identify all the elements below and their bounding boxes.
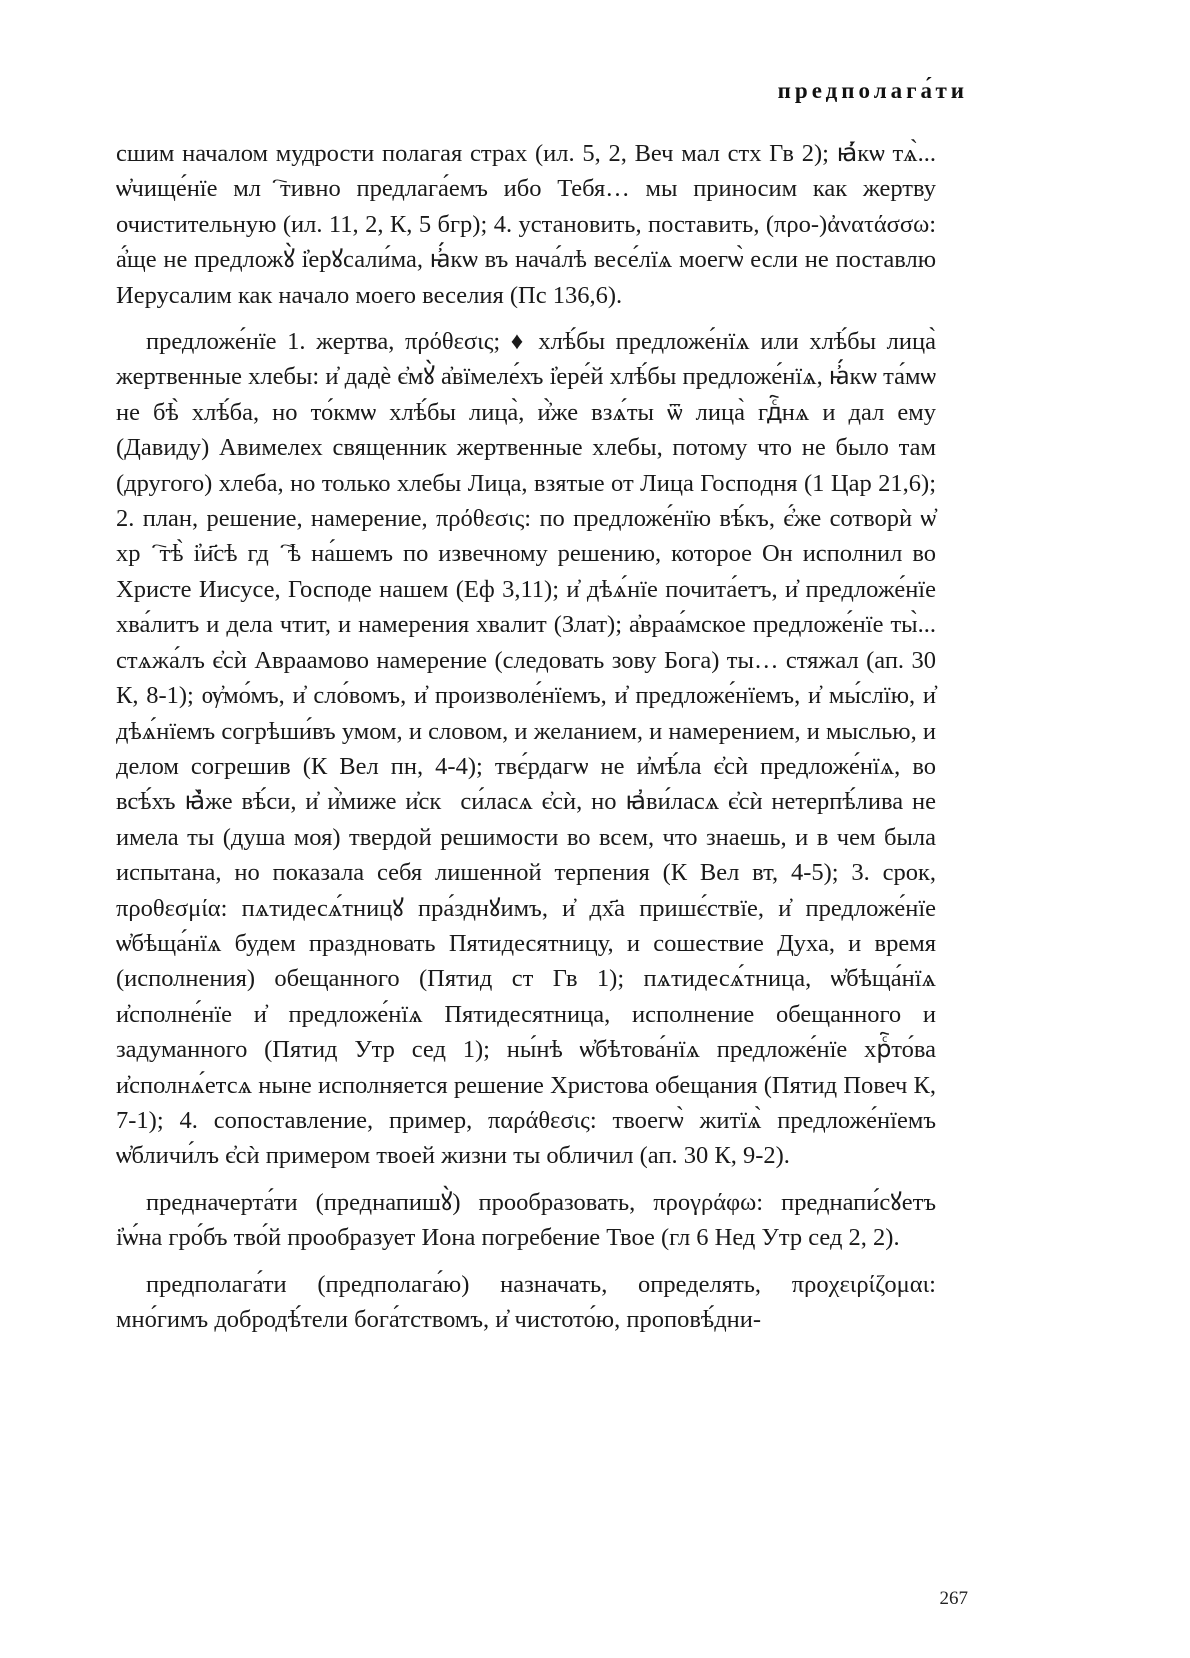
entry-prednapisati: предначерта́ти (преднапишꙋ̀) прообразовать, προγράφω: преднапи́сꙋетъ і҆ѡ́на гро́бъ тво́й прообразует Иона погребение Твое (гл 6 Нед Утр сед 2, 2). (116, 1188, 936, 1252)
running-head: предполага́ти (777, 78, 968, 103)
paragraph-continuation: сшим началом мудрости полагая страх (ил. 5, 2, Веч мал стх Гв 2); ꙗ҆́кѡ тѧ̀... ѡ҆чище́нїе млⷭ҇тивно предлага́емъ ибо Тебя… мы приносим как жертву очистительную (ил. 11, 2, К, 5 бгр); 4. установить, поставить, (προ-)ἀνατάσσω: а҆́ще не предложꙋ̀ і҆ерꙋсали́ма, ꙗ҆́кѡ въ нача́лѣ весе́лїѧ моегѡ̀ если не поставлю Иерусалим как начало моего веселия (Пс 136,6). (116, 140, 936, 309)
entry-predlozhenie: предложе́нїе 1. жертва, πρόθεσις; ♦ хлѣ́бы предложе́нїѧ или хлѣ́бы лица̀ жертвенные хлебы: и҆ дадѐ є҆мꙋ̀ а҆вїмеле́хъ і҆ере́й хлѣ́бы предложе́нїѧ, ꙗ҆́кѡ та́мѡ не бѣ̀ хлѣ́ба, но то́кмѡ хлѣ́бы лица̀, и҆̀же взѧ́ты ѿ лица̀ гдⷭ҇нѧ и дал ему (Давиду) Авимелех священник жертвенные хлебы, потому что не было там (другого) хлеба, но только хлебы Лица, взятые от Лица Господня (1 Цар 21,6); 2. план, решение, намерение, πρόθεσις: по предложе́нїю вѣ́къ, є҆́же сотворѝ ѡ҆ хрⷭ҇тѣ̀ і҆и҃сѣ гдⷭ҇ѣ на́шемъ по извечному решению, которое Он исполнил во Христе Иисусе, Господе нашем (Еф 3,11); и҆ дѣѧ́нїе почита́етъ, и҆ предложе́нїе хва́литъ и дела чтит, и намерения хвалит (Злат); а҆враа́мское предложе́нїе ты̀... стѧжа́лъ є҆сѝ Авраамово намерение (следовать зову Бога) ты… стяжал (ап. 30 К, 8-1); ѹ҆мо́мъ, и҆ сло́вомъ, и҆ произволе́нїемъ, и҆ предложе́нїемъ, и҆ мы́слїю, и҆ дѣѧ́нїемъ согрѣши́въ умом, и словом, и желанием, и намерением, и мыслью, и делом согрешив (К Вел пн, 4-4); твє́рдагѡ не и҆мѣ́ла є҆сѝ предложе́нїѧ, во всѣ́хъ ꙗ҆̀же вѣ́си, и҆ и҆̀миже и҆скꙋси́ласѧ є҆сѝ, но ꙗ҆ви́ласѧ є҆сѝ нетерпѣ́лива не имела ты (душа моя) твердой решимости во всем, что знаешь, и в чем была испытана, но показала себя лишенной терпения (К Вел вт, 4-5); 3. срок, προθεσμία: пѧтидесѧ́тницꙋ пра́зднꙋимъ, и҆ дх҃а пришє́ствїе, и҆ предложе́нїе ѡ҆бѣща́нїѧ будем праздновать Пятидесятницу, и сошествие Духа, и время (исполнения) обещанного (Пятид ст Гв 1); пѧтидесѧ́тница, ѡ҆бѣща́нїѧ и҆сполне́нїе и҆ предложе́нїѧ Пятидесятница, исполнение обещанного и задуманного (Пятид Утр сед 1); ны́нѣ ѡ҆бѣтова́нїѧ предложе́нїе хрⷭ҇то́ва и҆сполнѧ́етсѧ ныне исполняется решение Христова обещания (Пятид Повеч К, 7-1); 4. сопоставление, пример, παράθεσις: твоегѡ̀ житїѧ̀ предложе́нїемъ ѡ҆бличи́лъ є҆сѝ примером твоей жизни ты обличил (ап. 30 К, 9-2). (116, 328, 936, 1170)
page-number: 267 (939, 1588, 968, 1609)
entry-predpolagati: предполага́ти (предполага́ю) назначать, определять, προχειρίζομαι: мно́гимъ добродѣ́тели бога́тствомъ, и҆ чистото́ю, проповѣ́дни- (116, 1270, 936, 1333)
dictionary-text (116, 136, 936, 1348)
